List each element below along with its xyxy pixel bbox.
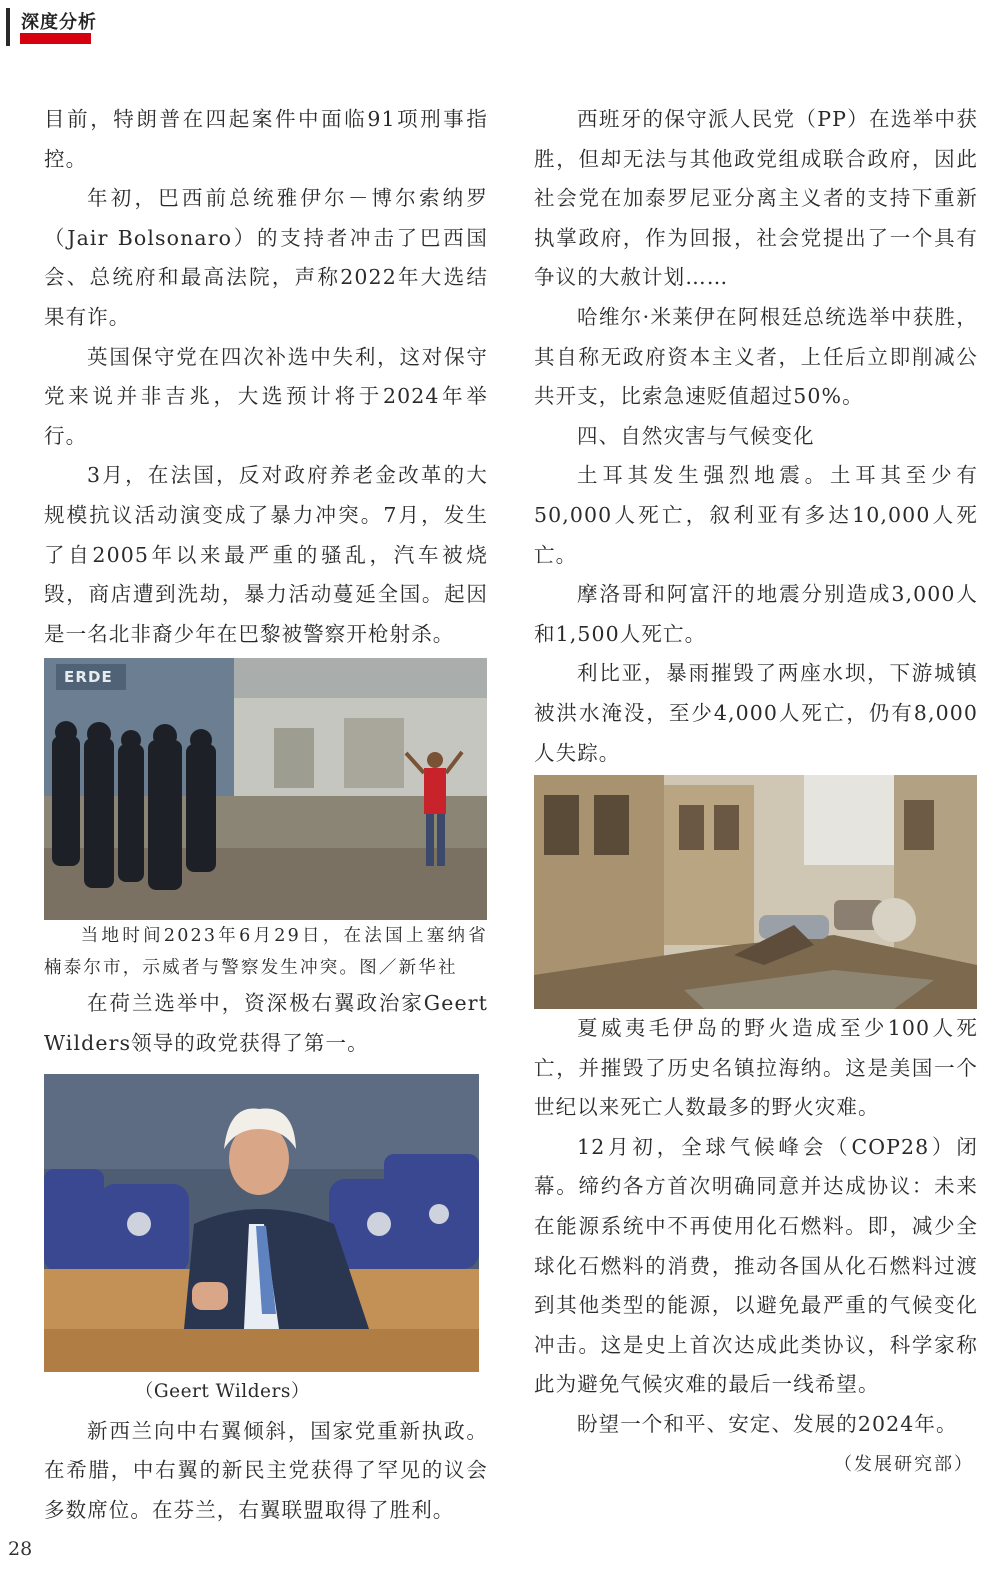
paragraph: 西班牙的保守派人民党（PP）在选举中获胜，但却无法与其他政党组成联合政府，因此社会党在加泰罗尼亚分离主义者的支持下重新执掌政府，作为回报，社会党提出了一个具有争议的大赦计划……	[534, 107, 978, 290]
left-column	[44, 100, 488, 1530]
paragraph: 夏威夷毛伊岛的野火造成至少100人死亡，并摧毁了历史名镇拉海纳。这是美国一个世纪以来死亡人数最多的野火灾难。	[534, 1016, 978, 1120]
paragraph: 摩洛哥和阿富汗的地震分别造成3,000人和1,500人死亡。	[534, 582, 978, 646]
paragraph: 盼望一个和平、安定、发展的2024年。	[577, 1412, 958, 1437]
paragraph: 年初，巴西前总统雅伊尔－博尔索纳罗（Jair Bolsonaro）的支持者冲击了巴西国会、总统府和最高法院，声称2022年大选结果有诈。	[44, 186, 488, 329]
header-accent-bar	[20, 33, 91, 44]
photo-caption: 当地时间2023年6月29日，在法国上塞纳省楠泰尔市，示威者与警察发生冲突。图／新华社	[44, 926, 488, 979]
paragraph: 利比亚，暴雨摧毁了两座水坝，下游城镇被洪水淹没，至少4,000人死亡，仍有8,000人失踪。	[534, 661, 978, 765]
flood-illustration	[534, 775, 977, 1009]
paragraph: 目前，特朗普在四起案件中面临91项刑事指控。	[44, 107, 488, 171]
paragraph: 英国保守党在四次补选中失利，这对保守党来说并非吉兆，大选预计将于2024年举行。	[44, 344, 488, 448]
photo-caption: （Geert Wilders）	[134, 1380, 310, 1402]
building-sign: ERDE	[64, 668, 113, 687]
paragraph: 土耳其发生强烈地震。土耳其至少有50,000人死亡，叙利亚有多达10,000人死亡。	[534, 463, 978, 567]
paragraph: 新西兰向中右翼倾斜，国家党重新执政。在希腊，中右翼的新民主党获得了罕见的议会多数席位。在芬兰，右翼联盟取得了胜利。	[44, 1418, 488, 1522]
section-heading: 四、自然灾害与气候变化	[577, 423, 815, 448]
paragraph: 3月，在法国，反对政府养老金改革的大规模抗议活动演变成了暴力冲突。7月，发生了自2005年以来最严重的骚乱，汽车被烧毁，商店遭到洗劫，暴力活动蔓延全国。起因是一名北非裔少年在巴黎被警察开枪射杀。	[44, 463, 488, 646]
right-column	[534, 100, 978, 1484]
page-number: 28	[8, 1538, 33, 1560]
protest-photo	[44, 658, 487, 920]
paragraph: 12月初，全球气候峰会（COP28）闭幕。缔约各方首次明确同意并达成协议：未来在能源系统中不再使用化石燃料。即，减少全球化石燃料的消费，推动各国从化石燃料过渡到其他类型的能源，以避免最严重的气候变化冲击。这是史上首次达成此类协议，科学家称此为避免气候灾难的最后一线希望。	[534, 1134, 978, 1397]
parliament-illustration	[44, 1074, 479, 1372]
section-title: 深度分析	[21, 12, 97, 33]
header-divider-bar	[6, 8, 10, 46]
damaged-building-left	[534, 775, 754, 975]
flood-photo	[534, 775, 977, 1009]
paragraph: 哈维尔·米莱伊在阿根廷总统选举中获胜，其自称无政府资本主义者，上任后立即削减公共开支，比索急速贬值超过50%。	[534, 304, 978, 409]
author-signature: （发展研究部）	[834, 1453, 974, 1475]
wilders-photo	[44, 1074, 479, 1372]
paragraph: 在荷兰选举中，资深极右翼政治家Geert Wilders领导的政党获得了第一。	[44, 991, 488, 1055]
protest-illustration	[44, 658, 487, 920]
